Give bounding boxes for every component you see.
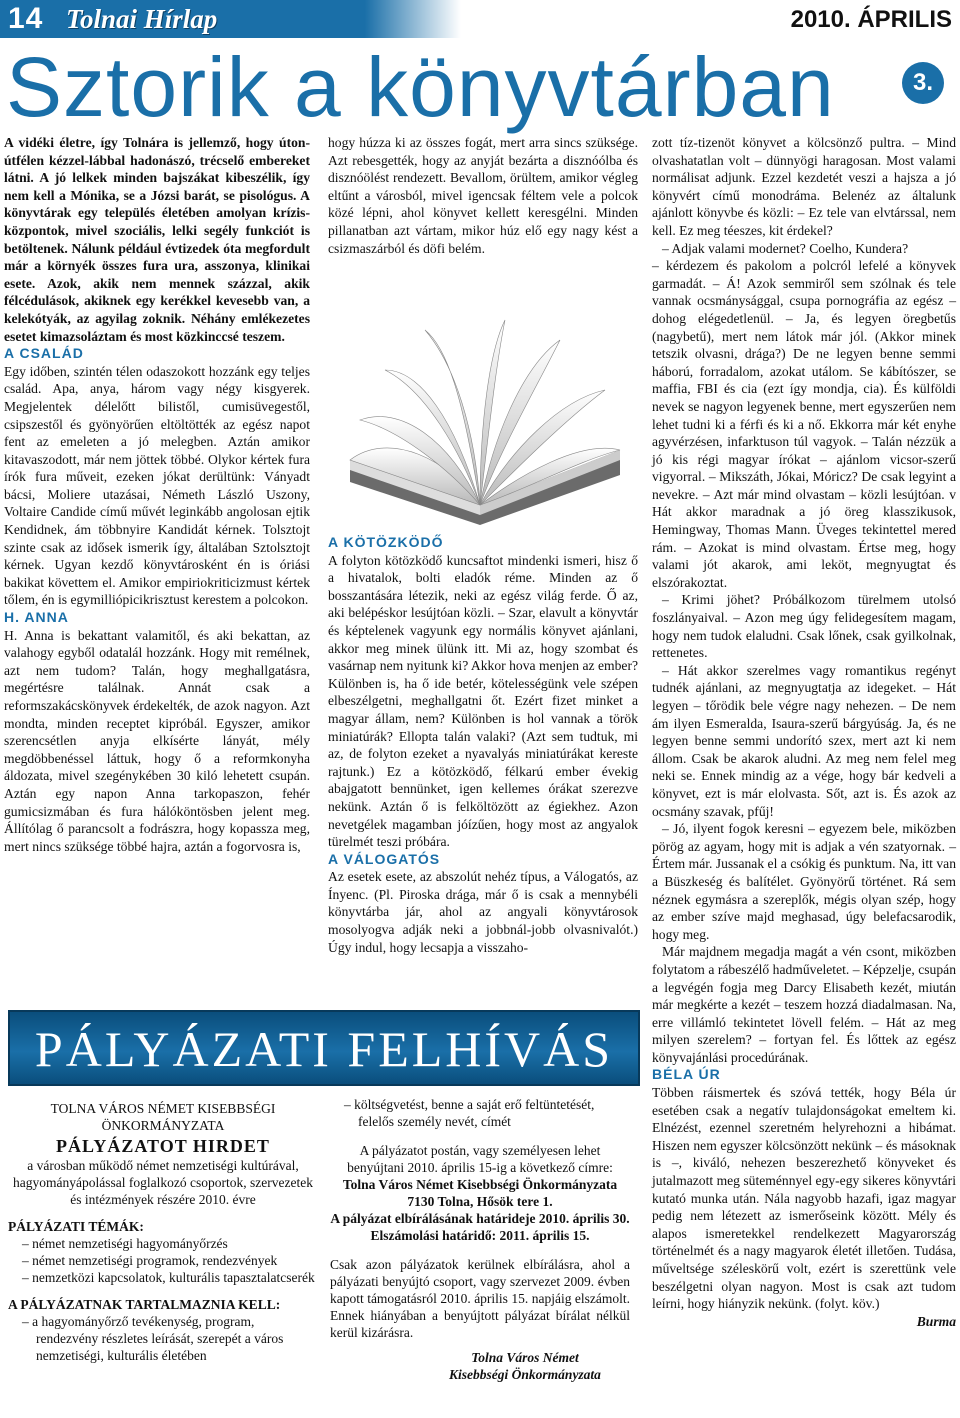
contest-submit: A pályázatot postán, vagy személyesen lehet benyújtani 2010. április 15-ig a következő címre: — [347, 1143, 613, 1175]
paragraph: Az esetek esete, az abszolút nehéz típus, a Válogatós, az Ínyenc. (Pl. Piroska drága, már ő is csak a mennybéli könyvtárba jár, ahol az angyali könyvtárosok mosolyogva adják neki a jobbnál-jobb olvasnivalót.) Úgy indul, hogy lecsapja a visszaho- — [328, 869, 638, 955]
contest-note: Csak azon pályázatok kerülnek elbírálásra, ahol a pályázati benyújtó csoport, vagy szervezet 2009. évben kapott támogatásról 2010. április 15. napjáig elszámolt. Ennek hiányában a benyújtott pályázat bírálat nélkül kerül kizárásra. — [330, 1257, 630, 1340]
contest-signature-line2: Kisebbségi Önkormányzata — [449, 1367, 601, 1382]
paragraph: H. Anna is bekattant valamitől, és aki bekattan, az valahogy egyből odatalál hozzánk. Hogy mit remélnek, azt nem tudom? Talán, hogy meghallgatásra, megértésre találnak. Annát csak a reformszakácskönyvek érdekelték, de azok nagyon. Azt mondta, minden receptet kipróbál. Egyszer, amikor szerencsétlen anyja elkísérte lányát, mély megdöbbenéssel láttuk, hogy ő a reformkonyha áldozata, mivel szegénykében 30 kiló lehetett csupán. Aztán egy napon Anna tarkopaszon, fehér gumicsizmában és fura hálóköntösben jelent meg. Állítólag ő parancsolt a fodrászra, hogy kopassza meg, mert nincs szüksége többé hajra, aztán a fogorvosra is, — [4, 627, 310, 854]
paragraph: – kérdezem és pakolom a polcról lefelé a könyvek garmadát. – Á! Azok semmiről sem szólnak és tele vannak ocsmánysággal, csupa pornográfia az egész – dohog elégedetlenül. – Ja, és legyen öregbetűs (nagybetű), mert nem látok már jól. (Akkor minek tetszik olvasni, drága?) De ne legyen benne semmi háború, forradalom, azokat utálom. Se kábítószer, se maffia, FBI és cia (ezt így mondja, cia). És külföldi nevek se nagyon legyenek benne, mert egyszerűen nem lehet tudni ki a férfi és ki a nő. Ekkorra már két enyhe agyvérzésen, infarktuson túl vagyok. – Talán nézzük a jó kis régi magyar írókat – ajánlom vicsor-szerű vigyorral. – Mikszáth, Jókai, Móricz? De csak legyint a nevekre. – Azt már mind olvastam – közli lesújtóan. v Hát akkor maradnak a jó öreg klasszikusok, Hemingway, Thomas Mann. Üveges tekintettel mered rám. – Azokat is mind olvastam. Értse meg, hogy valami jót akarok, ami leköt, megnyugtat és elszórakoztat. — [652, 258, 956, 590]
section-heading-anna: H. ANNA — [4, 609, 69, 626]
section-heading-family: A CSALÁD — [4, 345, 84, 362]
contest-left-column — [8, 1100, 318, 1364]
paragraph: – Hát akkor szerelmes vagy romantikus regényt tudnék ajánlani, az megnyugtatja az idegeket. – Hát legyen – tőrödik bele végre nagy nehezen. – De nem ám ilyen Esmeralda, Isaura-szerű bárgyúság. Ja, és ne legyen benne semmi undorító szex, mert azt ki nem állom. Csak be akarok aludni. Az meg nem felel meg neki se. Ennek mindig az a vége, hogy bár kedveli a könyvet, ezt is már elolvasta. Sőt, azt is. És azok az ocsmány szavak, pfűj! — [652, 662, 956, 819]
publication-name: Tolnai Hírlap — [66, 4, 218, 34]
list-item: – nemzetközi kapcsolatok, kulturális tapasztalatcserék — [22, 1270, 315, 1285]
paragraph: hogy húzza ki az összes fogát, mert arra sincs szüksége. Azt rebesgették, hogy az anyját bezárta a disznóólba és disznóölést rendezett. Bevallom, örültem, amikor végleg eltűnt a városból, mivel igencsak féltem vele a polcok közé lépni, ahol könyvet kellett keresgélni. Minden pillanatban azt vártam, mikor húz elő egy nagy kést a csizmaszárból és döfi belém. — [328, 135, 638, 256]
paragraph: – Krimi jöhet? Próbálkozom türelmem utolsó foszlányaival. – Azon meg úgy felidegesítem magam, hogy nem tudok elaludni. Csak lőnek, csak gyilkolnak, rettenetes. — [652, 592, 956, 661]
column-1 — [4, 134, 310, 855]
contest-signature-line1: Tolna Város Német — [471, 1350, 579, 1365]
contest-announce: PÁLYÁZATOT HIRDET — [56, 1136, 270, 1156]
contest-address: Tolna Város Német Kisebbségi Önkormányzata 7130 Tolna, Hősök tere 1. — [342, 1177, 618, 1209]
paragraph: Többen ráismertek és szóvá tették, hogy Béla úr esetében csak a negatív tulajdonságokat emeltem ki. Elnézést, ezennel szeretném helyrehozni a hibámat. Hiszen nem egyszer kölcsönzött nekünk – és másoknak is –, kiváló, nehezen beszerezhető könyveket és jutalmazott meg süteménnyel egy-egy sikeres könyvtári kutató munka után. Nála nagyobb hazafi, igaz magyar pedig nem létezett az ismerőseink között. Mély és alapos ismeretekkel rendelkezett Magyarország történelmét és a nagy magyarok életét illetően. Tudása, műveltsége széleskörű volt, ezért is szerettünk vele beszélgetni olyan nagyon. Most is csak azt tudom leírni, hogy hiányzik nekünk. (folyt. köv.) — [652, 1085, 956, 1312]
paragraph: – Adjak valami modernet? Coelho, Kundera? — [662, 240, 909, 256]
column-2 — [328, 134, 638, 257]
list-item: – német nemzetiségi programok, rendezvények — [22, 1253, 278, 1268]
part-number-badge: 3. — [902, 62, 944, 104]
open-book-illustration — [330, 310, 640, 530]
paragraph: Már majdnem megadja magát a vén csont, miközben folytatom a rábeszélő hadműveletet. – Képzelje, csupán a legvégén fogja meg Darcy Elisabeth kezét, miután már megkérte a kezét – teszem hozzá diadalmasan. Na, erre villámló tekintetet lövell felém. – Hát az meg milyen szerelem? – fortyan fel. És lőttek az egész könyvajánlási procedúrának. — [652, 944, 956, 1065]
author-signature: Burma — [916, 1313, 956, 1329]
paragraph: – Jó, ilyent fogok keresni – egyezem bele, miközben pörög az agyam, hogy mit is adjak a vén szatyornak. – Értem már. Jussanak el a csókig és punktum. Na, itt van a Büszkeség és balítélet. Gyönyörű történet. Rá sem néznek egymásra a szereplők, mégis olyan szép, hogy az ember szíve majd meghasad, úgy belefacsarodik, hogy meg. — [652, 821, 956, 942]
section-heading-picky: A VÁLOGATÓS — [328, 850, 441, 867]
contest-banner-title: PÁLYÁZATI FELHÍVÁS — [34, 1021, 614, 1077]
list-item: – költségvetést, benne a saját erő feltüntetését, felelős személy nevét, címét — [344, 1097, 595, 1129]
column-3 — [652, 134, 956, 1330]
contest-content-title: A PÁLYÁZATNAK TARTALMAZNIA KELL: — [8, 1297, 281, 1312]
masthead — [0, 0, 960, 40]
contest-settlement: Elszámolási határidő: 2011. április 15. — [370, 1228, 590, 1243]
contest-right-column — [330, 1096, 630, 1383]
page-title: Sztorik a könyvtárban — [6, 40, 835, 134]
article-lead: A vidéki életre, így Tolnára is jellemző, hogy úton-útfélen kézzel-lábbal hadonászó, trécselő embereket látni. A jó lelkek minden bajszákat kibeszélik, így nem kell a Mónika, se a Józsi barát, se pisológus. A könyvtárak egy település életében amolyan krízisközpontok, mivel szociális, lelki segély funkciót is betöltenek. Nálunk például évtizedek óta megfordult már a környék összes fura ura, asszonya, klinikai esete. Azok, akik nem mennek százzal, akik félcédulások, akiknek egy kerékkel kevesebb van, a kelekótyák, az agyilag zoknik. Néhány emlékezetes esetet kimazsoláztam és most közkinccsé teszem. — [4, 135, 310, 344]
contest-banner — [8, 1010, 640, 1086]
column-2-lower — [328, 534, 638, 956]
contest-purpose: a városban működő német nemzetiségi kultúrával, hagyományápolással foglalkozó csoportok, szervezetek és intézmények részére 2010. évre — [13, 1158, 313, 1207]
list-item: – német nemzetiségi hagyományőrzés — [22, 1236, 228, 1251]
contest-topics-list — [8, 1235, 318, 1286]
contest-deadline: A pályázat elbírálásának határideje 2010. április 30. — [330, 1211, 630, 1226]
paragraph: A folyton kötözködő kuncsaftot mindenki ismeri, hisz ő a hivatalok, bolti eladók réme. Minden az ő bosszantására létezik, neki az egész világ ferde. Ő az, aki belépéskor lesújtóan közli. – Szar, elavult a könyvtár és képtelenek vagyunk egy normális könyvet ajánlani, akkor meg minek ülünk itt. Mi az, hogy szombat és vasárnap nem nyitunk ki? Akkor hova menjen az ember? Különben is, ha ő ide betér, kötelességünk vele szépen elbeszélgetni, meghallgatni őt. Ezért fizet minket a magyar állam, nem? Különben is hol vannak a török miniatúrák? Ellopta talán valaki? (Azt sem tudtuk, mi az, de folyton ezeket a nyavalyás miniatúrákat kereste rajtunk.) Ez a kötözködő, félkarú ember évekig abajgatott bennünket, igen kellemes órákat szerezve nekünk. Aztán ő is felköltözött az égiekhez. Azon nevetgélek magamban jóízűen, hogy most az angyalok türelmét teszi próbára. — [328, 552, 638, 850]
list-item: – a hagyományőrző tevékenység, program, rendezvény részletes leírását, szerepét a város nemzetiségi, kulturális életében — [22, 1314, 284, 1363]
section-heading-quarrelsome: A KÖTÖZKÖDŐ — [328, 534, 444, 550]
section-heading-bela: BÉLA ÚR — [652, 1066, 721, 1083]
page-number: 14 — [8, 2, 44, 35]
paragraph: zott tíz-tizenöt könyvet a kölcsönző pultra. – Mind olvashatatlan volt – dünnyögi haragosan. Most valami normálisat adjunk. Ezzel kezdetét veszi a hajsza a jó könyvért című monodráma. Belenéz az általunk ajánlott könyvbe és közli: – Ez tele van elvtárssal, nem kell. Ez meg téeszes, kit érdekel? — [652, 135, 956, 238]
contest-topics-title: PÁLYÁZATI TÉMÁK: — [8, 1219, 144, 1234]
issue-date: 2010. ÁPRILIS — [790, 6, 952, 33]
contest-content-list-continued — [330, 1096, 630, 1130]
contest-notice — [8, 1010, 640, 1412]
contest-organization: TOLNA VÁROS NÉMET KISEBBSÉGI ÖNKORMÁNYZATA — [50, 1101, 276, 1133]
paragraph: Egy időben, szintén télen odaszokott hozzánk egy teljes család. Apa, anya, három vagy négy kisgyerek. Megjelentek délelőtt bilistől, cumisüvegestől, csipszestől és gyönyörűen eltöltötték az egész napot fent az emeleten a jó melegben. Aztán amikor kitavaszodott, már nem jöttek többé. Olykor kértek fura írók fura műveit, ezeken jókat derültünk: Ványadt bácsi, Moliere utazásai, Németh László Uszony, Voltaire Candide című művét leginkább angolosan ejtik Kendidnek, ám többnyire Kandidát kérnek. Tolsztojt szinte csak az idősek ismerik így, általában Sztolsztojt kérnek. Ugyan kezdő könyvtárosként én is óriási bakikat követtem el. Amikor empiriokriticizmust kértek tőlem, én is egymilliópicikrisztust kerestem a polcokon. — [4, 363, 310, 608]
contest-content-list — [8, 1313, 318, 1364]
